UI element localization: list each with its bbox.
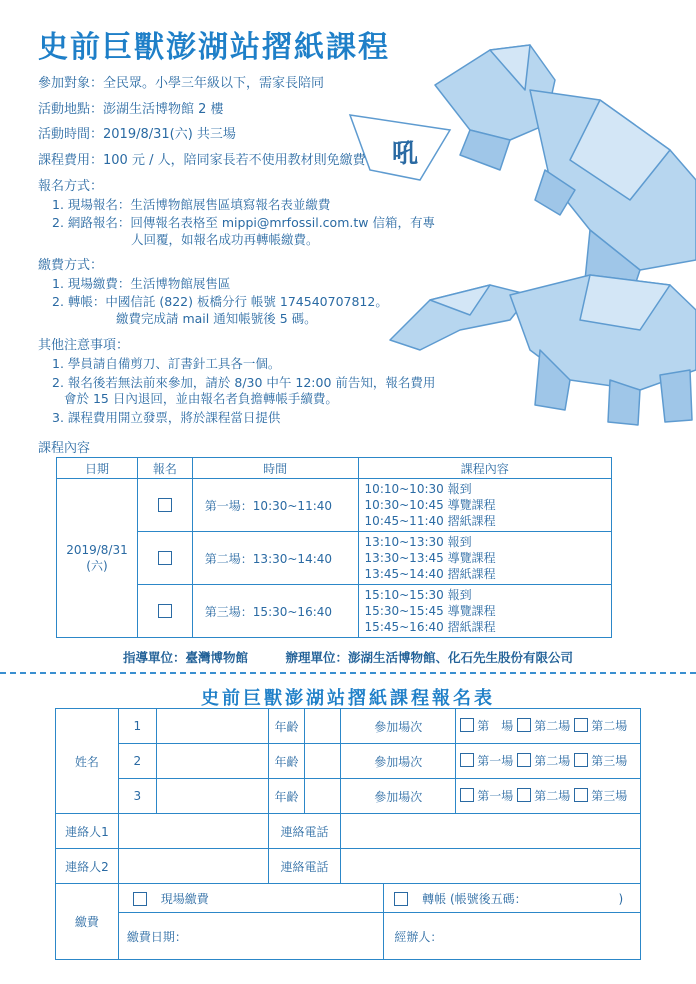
session-1-time: 第一場：10:30~11:40 [192, 479, 358, 532]
contact2-label: 連絡人2 [56, 849, 119, 884]
table-row [57, 479, 612, 532]
schedule-line: 10:30~10:45 導覽課程 [364, 498, 496, 512]
transfer-checkbox[interactable] [394, 892, 408, 906]
handler-label: 經辦人： [394, 929, 443, 944]
transfer-label: 轉帳 (帳號後五碼： [422, 891, 527, 906]
header-signup: 報名 [137, 458, 192, 479]
phone2-field[interactable] [341, 849, 641, 884]
option-checkbox[interactable] [574, 753, 588, 767]
info-fee: 課程費用：100 元 / 人，陪同家長若不使用教材則免繳費 [38, 153, 366, 168]
age-field-2[interactable] [305, 744, 341, 779]
name-field-2[interactable] [156, 744, 268, 779]
session-1-checkbox[interactable] [158, 498, 172, 512]
payment-label: 繳費 [56, 884, 119, 960]
option-checkbox[interactable] [517, 753, 531, 767]
option-checkbox[interactable] [460, 753, 474, 767]
transfer-option [384, 884, 641, 913]
phone1-field[interactable] [341, 814, 641, 849]
course-weekday: (六) [86, 558, 108, 573]
table-row [57, 532, 612, 585]
option-checkbox[interactable] [574, 788, 588, 802]
schedule-line: 13:30~13:45 導覽課程 [364, 551, 496, 565]
session-2-time: 第二場：13:30~14:40 [192, 532, 358, 585]
note-item-1: 1. 學員請自備剪刀、訂書針工具各一個。 [52, 356, 281, 371]
row-number: 2 [118, 744, 156, 779]
session-3-time: 第三場：15:30~16:40 [192, 585, 358, 638]
schedule-line: 13:45~14:40 摺紙課程 [364, 567, 496, 581]
option-checkbox[interactable] [574, 718, 588, 732]
registration-form-table [55, 708, 641, 960]
age-label: 年齡 [268, 744, 305, 779]
schedule-line: 15:30~15:45 導覽課程 [364, 604, 496, 618]
handler-cell[interactable] [384, 913, 641, 960]
signup-item-1: 1. 現場報名：生活博物館展售區填寫報名表並繳費 [52, 197, 331, 212]
name-field-1[interactable] [156, 709, 268, 744]
phone-label: 連絡電話 [268, 849, 341, 884]
info-location: 活動地點：澎湖生活博物館 2 樓 [38, 102, 224, 117]
session-1-schedule [358, 479, 611, 532]
option-label: 第三場 [591, 753, 628, 768]
signup-heading: 報名方式： [38, 179, 104, 194]
option-checkbox[interactable] [460, 788, 474, 802]
session-3-checkbox[interactable] [158, 604, 172, 618]
schedule-line: 13:10~13:30 報到 [364, 535, 472, 549]
row-number: 1 [118, 709, 156, 744]
option-label: 第二場 [534, 718, 571, 733]
age-label: 年齡 [268, 709, 305, 744]
option-label: 第二場 [591, 718, 628, 733]
age-label: 年齡 [268, 779, 305, 814]
cut-line-divider [0, 672, 696, 674]
signup-item-2: 2. 網路報名：回傳報名表格至 mippi@mrfossil.com.tw 信箱，有專 [52, 215, 435, 230]
session-2-schedule [358, 532, 611, 585]
page-title: 史前巨獸澎湖站摺紙課程 [38, 30, 390, 65]
schedule-line: 15:10~15:30 報到 [364, 588, 472, 602]
note-item-3: 3. 課程費用開立發票，將於課程當日提供 [52, 410, 281, 425]
transfer-close: ) [618, 891, 624, 906]
option-label: 第 場 [477, 718, 514, 733]
pay-date-label: 繳費日期： [126, 929, 187, 944]
option-label: 第一場 [477, 788, 514, 803]
option-checkbox[interactable] [460, 718, 474, 732]
session-3-schedule [358, 585, 611, 638]
notes-heading: 其他注意事項： [38, 338, 130, 353]
schedule-line: 10:10~10:30 報到 [364, 482, 472, 496]
organizers: 指導單位：臺灣博物館 辦理單位：澎湖生活博物館、化石先生股份有限公司 [122, 650, 573, 665]
note-item-2-cont: 會於 15 日內退回，並由報名者負擔轉帳手續費。 [64, 391, 338, 406]
name-field-3[interactable] [156, 779, 268, 814]
session-options-2 [456, 744, 641, 779]
contact2-field[interactable] [118, 849, 268, 884]
row-number: 3 [118, 779, 156, 814]
option-label: 第二場 [534, 788, 571, 803]
form-title: 史前巨獸澎湖站摺紙課程報名表 [201, 688, 495, 709]
header-date: 日期 [57, 458, 138, 479]
contact1-label: 連絡人1 [56, 814, 119, 849]
header-content: 課程內容 [358, 458, 611, 479]
age-field-1[interactable] [305, 709, 341, 744]
session-label: 參加場次 [341, 779, 456, 814]
pay-item-1: 1. 現場繳費：生活博物館展售區 [52, 276, 231, 291]
session-label: 參加場次 [341, 744, 456, 779]
onsite-pay-option [118, 884, 383, 913]
pay-date-cell[interactable] [118, 913, 383, 960]
contact1-field[interactable] [118, 814, 268, 849]
option-label: 第一場 [477, 753, 514, 768]
phone-label: 連絡電話 [268, 814, 341, 849]
onsite-pay-checkbox[interactable] [133, 892, 147, 906]
table-row [57, 585, 612, 638]
info-time: 活動時間：2019/8/31(六) 共三場 [38, 127, 236, 142]
session-2-checkbox[interactable] [158, 551, 172, 565]
course-date: 2019/8/31 [66, 542, 128, 557]
pay-item-2: 2. 轉帳：中國信託 (822) 板橋分行 帳號 174540707812。 [52, 294, 388, 309]
session-label: 參加場次 [341, 709, 456, 744]
roar-text: 吼 [392, 139, 419, 169]
header-time: 時間 [192, 458, 358, 479]
session-options-1 [456, 709, 641, 744]
age-field-3[interactable] [305, 779, 341, 814]
session-options-3 [456, 779, 641, 814]
course-header-row [57, 458, 612, 479]
name-label: 姓名 [56, 709, 119, 814]
note-item-2: 2. 報名後若無法前來參加，請於 8/30 中午 12:00 前告知，報名費用 [52, 375, 436, 390]
option-label: 第三場 [591, 788, 628, 803]
course-table [56, 457, 612, 638]
option-label: 第二場 [534, 753, 571, 768]
option-checkbox[interactable] [517, 718, 531, 732]
pay-heading: 繳費方式： [38, 258, 104, 273]
info-target: 參加對象：全民眾。小學三年級以下，需家長陪同 [38, 76, 325, 91]
option-checkbox[interactable] [517, 788, 531, 802]
course-heading: 課程內容 [38, 441, 91, 456]
schedule-line: 15:45~16:40 摺紙課程 [364, 620, 496, 634]
onsite-pay-label: 現場繳費 [160, 891, 209, 906]
signup-item-2-cont: 人回覆，如報名成功再轉帳繳費。 [131, 232, 319, 247]
course-date-cell [57, 479, 138, 638]
pay-item-2-cont: 繳費完成請 mail 通知帳號後 5 碼。 [116, 311, 317, 326]
schedule-line: 10:45~11:40 摺紙課程 [364, 514, 496, 528]
